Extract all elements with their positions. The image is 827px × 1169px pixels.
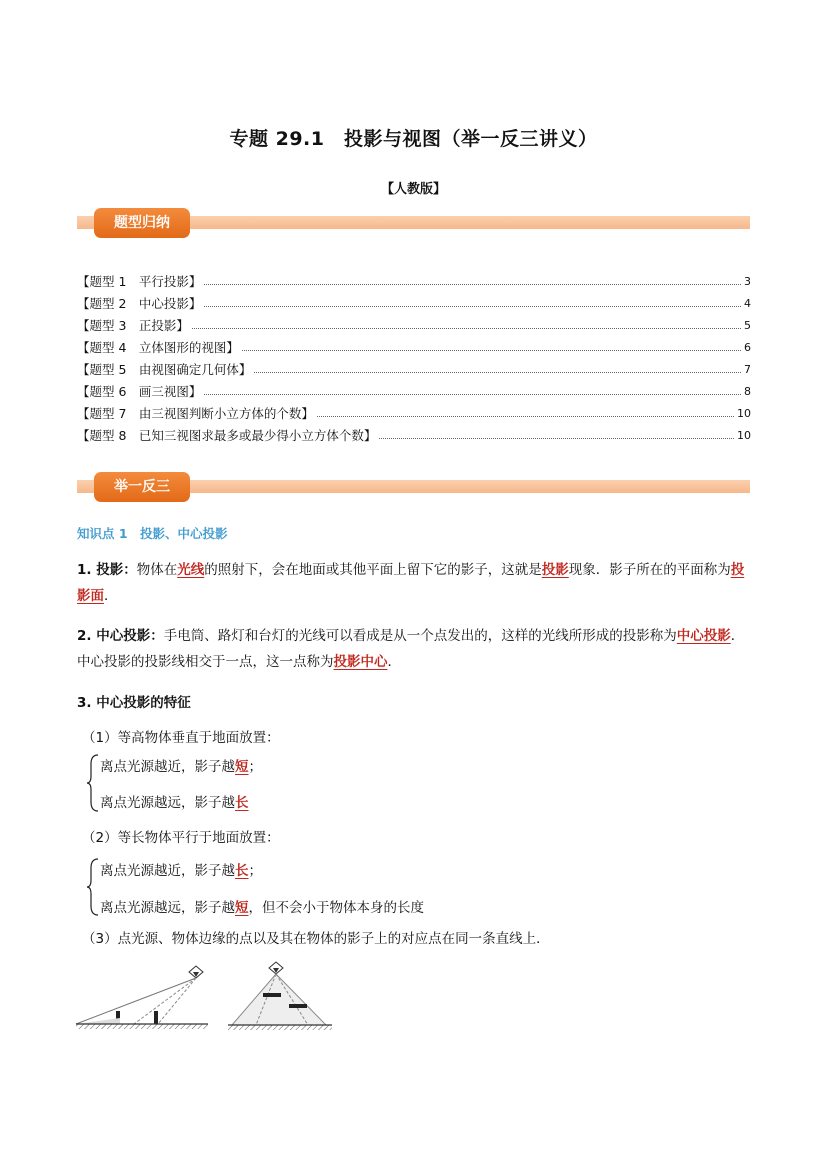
- brace-icon: [86, 858, 100, 916]
- edition-label: 【人教版】: [380, 182, 446, 197]
- toc-entry[interactable]: 【题型 1 平行投影】 3: [77, 274, 751, 289]
- toc-entry[interactable]: 【题型 6 画三视图】 8: [77, 384, 751, 399]
- banner-tab: 举一反三: [94, 472, 190, 502]
- toc-entry[interactable]: 【题型 8 已知三视图求最多或最少得小立方体个数】 10: [77, 428, 751, 443]
- table-of-contents: [77, 268, 751, 444]
- subpoint-1-far: 离点光源越远，影子越长: [100, 795, 249, 811]
- toc-entry[interactable]: 【题型 3 正投影】 5: [77, 318, 751, 333]
- subpoint-3: （3）点光源、物体边缘的点以及其在物体的影子上的对应点在同一条直线上．: [82, 931, 550, 947]
- banner-tab: 题型归纳: [94, 208, 190, 238]
- central-projection-diagram-2: [226, 958, 346, 1032]
- brace-icon: [86, 754, 100, 812]
- knowledge-point-title: 知识点 1 投影、中心投影: [77, 526, 228, 541]
- paragraph-central-projection: 2. 中心投影：手电筒、路灯和台灯的光线可以看成是从一个点发出的，这样的光线所形成的投影称为中心投影．中心投影的投影线相交于一点，这一点称为投影中心．: [77, 628, 745, 670]
- central-projection-diagram-1: [74, 960, 214, 1032]
- document-title: 专题 29.1 投影与视图（举一反三讲义）: [229, 128, 598, 150]
- toc-entry[interactable]: 【题型 7 由三视图判断小立方体的个数】 10: [77, 406, 751, 421]
- toc-entry[interactable]: 【题型 4 立体图形的视图】 6: [77, 340, 751, 355]
- subpoint-1: （1）等高物体垂直于地面放置：: [82, 730, 280, 746]
- subpoint-1-near: 离点光源越近，影子越短；: [100, 759, 262, 775]
- section-banner-examples: [77, 472, 750, 502]
- toc-entry[interactable]: 【题型 5 由视图确定几何体】 7: [77, 362, 751, 377]
- section-banner-summary: [77, 208, 750, 238]
- subpoint-2: （2）等长物体平行于地面放置：: [82, 830, 280, 846]
- subpoint-2-near: 离点光源越近，影子越长；: [100, 863, 262, 879]
- toc-entry[interactable]: 【题型 2 中心投影】 4: [77, 296, 751, 311]
- subpoint-2-far: 离点光源越远，影子越短，但不会小于物体本身的长度: [100, 900, 424, 916]
- paragraph-projection: 1. 投影：物体在光线的照射下，会在地面或其他平面上留下它的影子，这就是投影现象．影子所在的平面称为投影面．: [77, 562, 745, 604]
- heading-central-features: 3. 中心投影的特征: [77, 695, 191, 711]
